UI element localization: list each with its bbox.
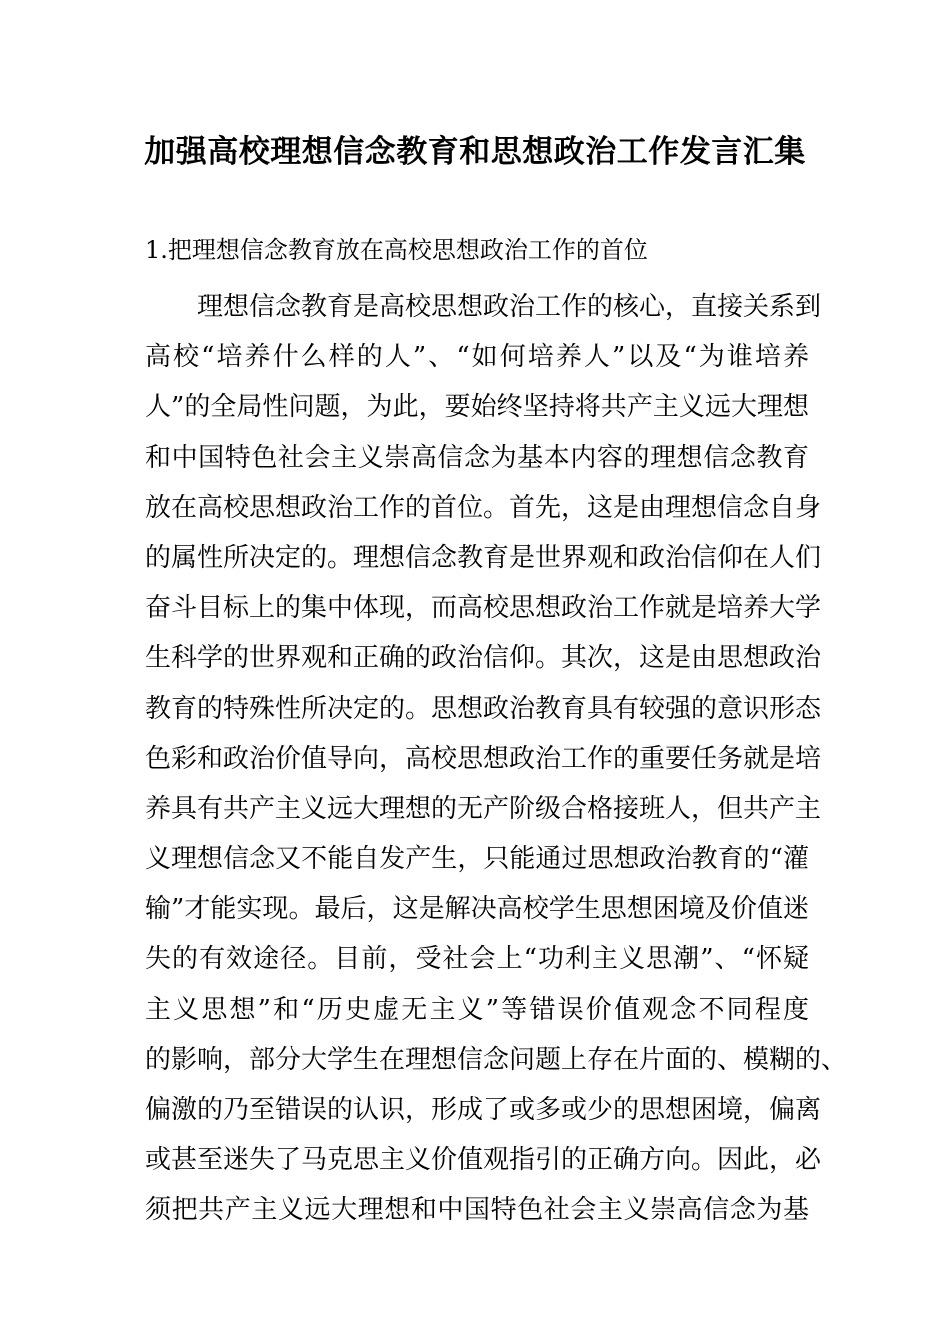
paragraph-line: 教育的特殊性所决定的。思想政治教育具有较强的意识形态 (145, 693, 822, 724)
paragraph-line: 的影响，部分大学生在理想信念问题上存在片面的、模糊的、 (145, 1044, 848, 1075)
paragraph-line: 输”才能实现。最后，这是解决高校学生思想困境及价值迷 (145, 894, 809, 925)
body-paragraph (145, 282, 848, 1236)
paragraph-line: 主义思想”和“历史虚无主义”等错误价值观念不同程度 (145, 994, 809, 1025)
paragraph-line: 养具有共产主义远大理想的无产阶级合格接班人，但共产主 (145, 793, 822, 824)
paragraph-line: 失的有效途径。目前，受社会上“功利主义思潮”、“怀疑 (145, 944, 809, 975)
paragraph-line: 或甚至迷失了马克思主义价值观指引的正确方向。因此，必 (145, 1145, 822, 1176)
paragraph-line: 偏激的乃至错误的认识，形成了或多或少的思想困境，偏离 (145, 1095, 822, 1125)
paragraph-line: 高校“培养什么样的人”、“如何培养人”以及“为谁培养 (145, 342, 809, 373)
document-title: 加强高校理想信念教育和思想政治工作发言汇集 (144, 134, 806, 170)
paragraph-line: 色彩和政治价值导向，高校思想政治工作的重要任务就是培 (145, 743, 822, 774)
paragraph-line: 放在高校思想政治工作的首位。首先，这是由理想信念自身 (145, 492, 822, 523)
paragraph-line: 和中国特色社会主义崇高信念为基本内容的理想信念教育 (145, 442, 809, 473)
paragraph-line: 生科学的世界观和正确的政治信仰。其次，这是由思想政治 (145, 643, 822, 674)
section-heading: 1.把理想信念教育放在高校思想政治工作的首位 (145, 236, 648, 264)
paragraph-line: 人”的全局性问题，为此，要始终坚持将共产主义远大理想 (145, 392, 809, 423)
paragraph-line: 理想信念教育是高校思想政治工作的核心，直接关系到 (197, 292, 822, 322)
paragraph-line: 须把共产主义远大理想和中国特色社会主义崇高信念为基 (145, 1195, 809, 1226)
paragraph-line: 奋斗目标上的集中体现，而高校思想政治工作就是培养大学 (145, 593, 822, 624)
paragraph-line: 的属性所决定的。理想信念教育是世界观和政治信仰在人们 (145, 542, 822, 573)
paragraph-line: 义理想信念又不能自发产生，只能通过思想政治教育的“灌 (145, 844, 809, 875)
